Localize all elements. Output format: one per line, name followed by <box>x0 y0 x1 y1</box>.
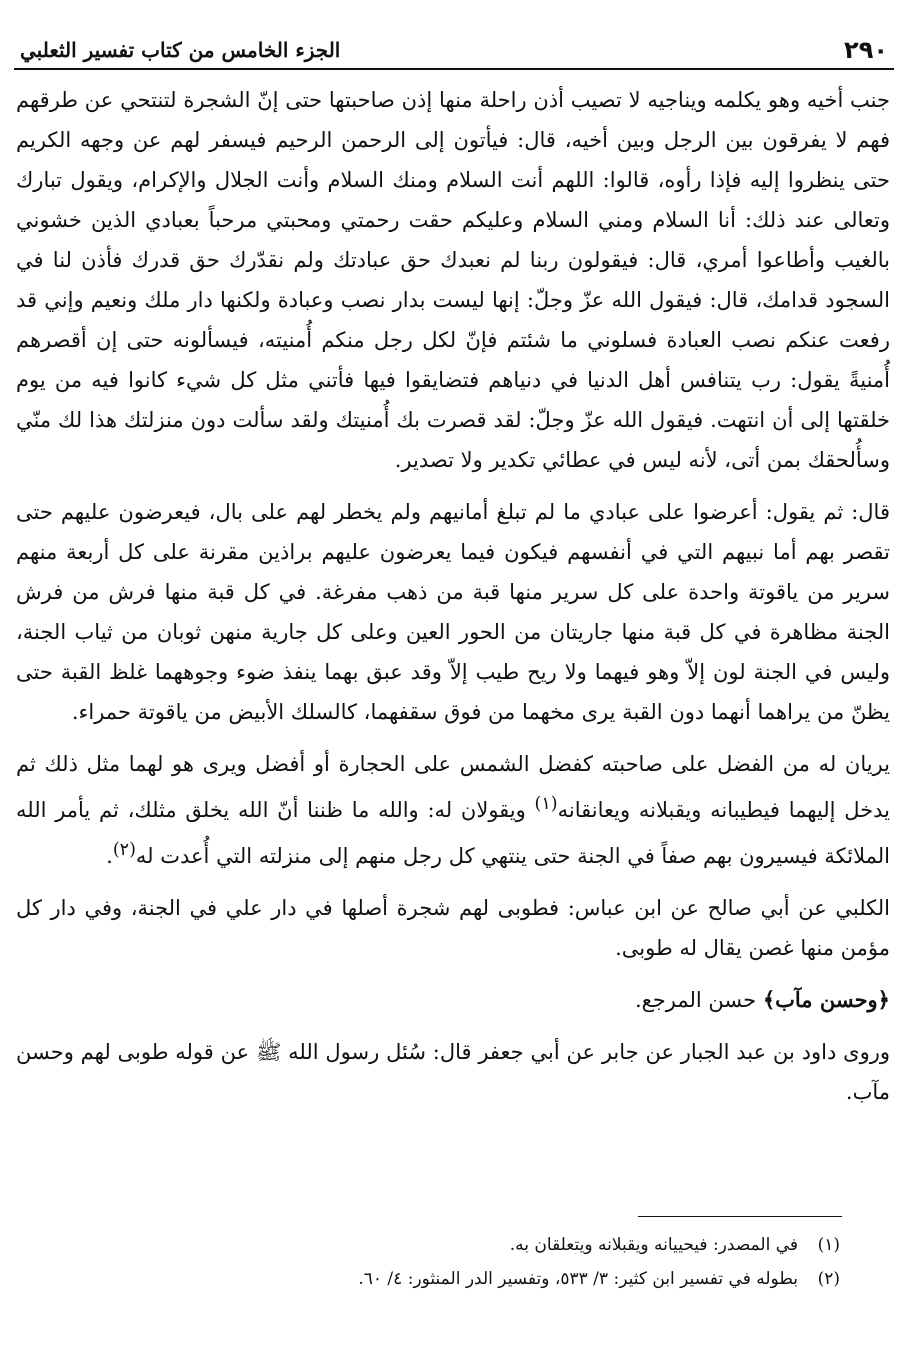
paragraph-4: الكلبي عن أبي صالح عن ابن عباس: فطوبى لهم شجرة أصلها في دار علي في الجنة، وفي دار كل مؤمن منها غصن يقال له طوبى. <box>16 896 890 960</box>
footnote-text: بطوله في تفسير ابن كثير: ٣/ ٥٣٣، وتفسير الدر المنثور: ٤/ ٦٠. <box>358 1269 798 1289</box>
footnote-item <box>40 1262 840 1296</box>
quran-quote: ﴿وحسن مآب﴾ <box>762 987 890 1012</box>
paragraph-2: قال: ثم يقول: أعرضوا على عبادي ما لم تبلغ أمانيهم ولم يخطر لهم على بال، فيعرضون عليهم حتى تقصر بهم أما نبيهم التي في أنفسهم فيكون فيما يعرضون عليهم براذين مقرنة على كل أربعة منهم سرير من ياقوتة واحدة على كل سرير منها قبة من ذهب مفرغة. في كل قبة منها فرش من فرش الجنة مظاهرة في كل قبة منها جاريتان من الحور العين وعلى كل جارية منهن ثوبان من ثياب الجنة، وليس في الجنة لون إلاّ وهو فيهما ولا ريح طيب إلاّ وقد عبق بهما ينفذ ضوء وجوههما غلظ القبة حتى يظنّ من يراهما أنهما دون القبة يرى مخهما من فوق سقفهما، كالسلك الأبيض من ياقوتة حمراء. <box>16 500 890 724</box>
running-title: الجزء الخامس من كتاب تفسير الثعلبي <box>20 38 341 62</box>
paragraph-5-text: حسن المرجع. <box>634 988 763 1012</box>
page-number: ٢٩٠ <box>844 36 888 64</box>
paragraph-3 <box>16 744 890 876</box>
footnote-ref-1: (١) <box>534 794 558 814</box>
paragraph-1: جنب أخيه وهو يكلمه ويناجيه لا تصيب أذن راحلة منها إذن صاحبتها حتى إنّ الشجرة لتنتحي عن طرقهم فهم لا يفرقون بين الرجل وبين أخيه، قال: فيأتون إلى الرحمن الرحيم فيسفر لهم عن وجهه الكريم حتى ينظروا إليه فإذا رأوه، قالوا: اللهم أنت السلام ومنك السلام وأنت الجلال والإكرام، ويقول تبارك وتعالى عند ذلك: أنا السلام ومني السلام وعليكم حقت رحمتي ومحبتي مرحباً بعبادي الذين خشوني بالغيب وأطاعوا أمري، قال: فيقولون ربنا لم نعبدك حق عبادتك ولم نقدّرك حق قدرك فأذن لنا في السجود قدامك، قال: فيقول الله عزّ وجلّ: إنها ليست بدار نصب وعبادة ولكنها دار ملك ونعيم وإني قد رفعت عنكم نصب العبادة فسلوني ما شئتم فإنّ لكل رجل منكم أُمنيته، فيسألونه حتى إن أقصرهم أُمنيةً يقول: رب يتنافس أهل الدنيا في دنياهم فتضايقوا فيها فأتني مثل كل شيء كانوا فيه من يوم خلقتها إلى أن انتهت. فيقول الله عزّ وجلّ: لقد قصرت بك أُمنيتك ولقد سألت دون منزلتك هذا لك منّي وسأُلحقك بمن أتى، لأنه ليس في عطائي تكدير ولا تصدير. <box>16 88 891 472</box>
page-header <box>14 28 894 70</box>
paragraph-5 <box>16 980 890 1020</box>
footnote-text: في المصدر: فيحييانه ويقبلانه ويتعلقان به. <box>509 1235 798 1255</box>
footnote-item <box>40 1228 840 1262</box>
footnote-ref-2: (٢) <box>112 840 136 860</box>
paragraph-3-text-b: ويقولان له: والله ما ظننا أنّ الله يخلق مثلك، ثم يأمر الله الملائكة فيسيرون بهم صفاً في الجنة حتى ينتهي كل رجل منهم إلى منزلته التي أُعدت له <box>16 798 890 868</box>
paragraph-3-text-c: . <box>106 844 113 868</box>
footnote-number: (١) <box>817 1235 840 1255</box>
paragraph-3-text-a: يريان له من الفضل على صاحبته كفضل الشمس على الحجارة أو أفضل ويرى هو لهما مثل ذلك ثم يدخل إليهما فيطيبانه ويقبلانه ويعانقانه <box>16 752 891 822</box>
main-text <box>16 80 890 1118</box>
paragraph-6: وروى داود بن عبد الجبار عن جابر عن أبي جعفر قال: سُئل رسول الله ﷺ عن قوله طوبى لهم وحسن مآب. <box>16 1040 890 1104</box>
footnote-number: (٢) <box>817 1269 840 1289</box>
footnote-separator <box>638 1216 842 1217</box>
footnotes <box>40 1228 840 1296</box>
